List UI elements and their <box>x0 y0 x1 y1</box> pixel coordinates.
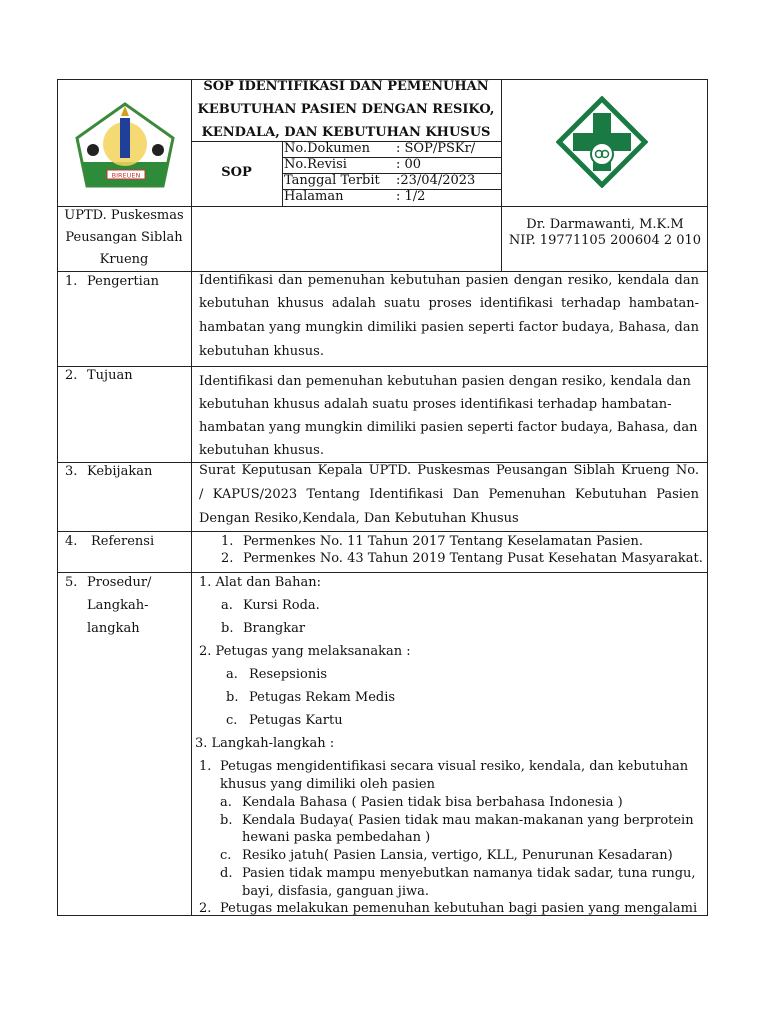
referensi-item-1-num: 1. <box>221 534 234 549</box>
prosedur-label-2: Langkah- <box>87 598 149 613</box>
step-1a-num: a. <box>220 795 232 810</box>
revision-value: : 00 <box>396 157 422 172</box>
kebijakan-line-3: Dengan Resiko,Kendala, Dan Kebutuhan Khusus <box>199 511 519 526</box>
pengertian-number: 1. <box>65 274 78 289</box>
org-line-1: UPTD. Puskesmas <box>64 208 184 223</box>
referensi-item-1: Permenkes No. 11 Tahun 2017 Tentang Keselamatan Pasien. <box>243 534 643 549</box>
referensi-item-2: Permenkes No. 43 Tahun 2019 Tentang Pusat Kesehatan Masyarakat. <box>243 551 703 566</box>
pengertian-line-4: kebutuhan khusus. <box>199 344 324 359</box>
alat-title: 1. Alat dan Bahan: <box>199 575 321 590</box>
title-line-2: KEBUTUHAN PASIEN DENGAN RESIKO, <box>197 102 495 117</box>
title-line-3: KENDALA, DAN KEBUTUHAN KHUSUS <box>201 125 491 140</box>
petugas-item-c: Petugas Kartu <box>249 713 343 728</box>
step-1d-num: d. <box>220 866 233 881</box>
pengertian-line-1: Identifikasi dan pemenuhan kebutuhan pasien dengan resiko, kendala dan <box>199 273 699 288</box>
petugas-item-c-num: c. <box>226 713 238 728</box>
tujuan-line-3: hambatan yang mungkin dimiliki pasien seperti factor budaya, Bahasa, dan <box>199 420 698 435</box>
revision-label: No.Revisi <box>284 157 347 172</box>
alat-item-b: Brangkar <box>243 621 306 636</box>
doc-number-value: : SOP/PSKr/ <box>396 141 476 156</box>
kebijakan-line-2: / KAPUS/2023 Tentang Identifikasi Dan Pemenuhan Kebutuhan Pasien <box>199 487 699 502</box>
referensi-number: 4. <box>65 534 78 549</box>
tujuan-line-2: kebutuhan khusus adalah suatu proses identifikasi terhadap hambatan- <box>199 397 672 412</box>
step-1d-line-1: Pasien tidak mampu menyebutkan namanya tidak sadar, tuna rungu, <box>242 866 696 881</box>
pengertian-line-2: kebutuhan khusus adalah suatu proses identifikasi terhadap hambatan- <box>199 296 699 311</box>
alat-item-b-num: b. <box>221 621 234 636</box>
page-value: : 1/2 <box>396 189 426 204</box>
org-line-2: Peusangan Siblah <box>65 230 183 245</box>
referensi-label: Referensi <box>91 534 155 549</box>
step-2-num: 2. <box>199 901 212 916</box>
signer-name: Dr. Darmawanti, M.K.M <box>526 217 684 232</box>
pengertian-line-3: hambatan yang mungkin dimiliki pasien seperti factor budaya, Bahasa, dan <box>199 320 699 335</box>
signer-nip: NIP. 19771105 200604 2 010 <box>508 233 702 248</box>
prosedur-label-3: langkah <box>87 621 140 636</box>
tujuan-label: Tujuan <box>87 368 133 383</box>
org-line-3: Krueng <box>99 252 149 267</box>
step-1c-line-1: Resiko jatuh( Pasien Lansia, vertigo, KLL, Penurunan Kesadaran) <box>242 848 673 863</box>
pengertian-label: Pengertian <box>87 274 159 289</box>
issue-date-label: Tanggal Terbit <box>284 173 380 188</box>
sop-label: SOP <box>221 165 252 180</box>
step-1b-line-1: Kendala Budaya( Pasien tidak mau makan-makanan yang berprotein <box>242 813 694 828</box>
step-1-num: 1. <box>199 759 212 774</box>
alat-item-a-num: a. <box>221 598 233 613</box>
step-1c-num: c. <box>220 848 232 863</box>
bireuen-logo <box>73 100 178 190</box>
logo-banner-text: BIREUEN <box>111 171 141 180</box>
step-1b-line-2: hewani paska pembedahan ) <box>242 830 431 845</box>
petugas-item-b-num: b. <box>226 690 239 705</box>
step-1-line-1: Petugas mengidentifikasi secara visual resiko, kendala, dan kebutuhan <box>220 759 689 774</box>
tujuan-line-4: kebutuhan khusus. <box>199 443 324 458</box>
petugas-item-a: Resepsionis <box>249 667 328 682</box>
prosedur-number: 5. <box>65 575 78 590</box>
tujuan-line-1: Identifikasi dan pemenuhan kebutuhan pasien dengan resiko, kendala dan <box>199 374 691 389</box>
alat-item-a: Kursi Roda. <box>243 598 320 613</box>
kebijakan-line-1: Surat Keputusan Kepala UPTD. Puskesmas Peusangan Siblah Krueng No. <box>199 463 699 478</box>
referensi-item-2-num: 2. <box>221 551 234 566</box>
tujuan-number: 2. <box>65 368 78 383</box>
title-line-1: SOP IDENTIFIKASI DAN PEMENUHAN <box>203 79 489 94</box>
petugas-item-a-num: a. <box>226 667 238 682</box>
petugas-title: 2. Petugas yang melaksanakan : <box>199 644 411 659</box>
doc-number-label: No.Dokumen <box>284 141 370 156</box>
prosedur-label-1: Prosedur/ <box>87 575 152 590</box>
step-1b-num: b. <box>220 813 233 828</box>
step-2-line-1: Petugas melakukan pemenuhan kebutuhan bagi pasien yang mengalami <box>220 901 698 916</box>
kebijakan-number: 3. <box>65 464 78 479</box>
kebijakan-label: Kebijakan <box>87 464 153 479</box>
issue-date-value: :23/04/2023 <box>396 173 476 188</box>
step-1a-line-1: Kendala Bahasa ( Pasien tidak bisa berbahasa Indonesia ) <box>242 795 623 810</box>
page-label: Halaman <box>284 189 344 204</box>
kemenkes-logo <box>556 96 648 188</box>
petugas-item-b: Petugas Rekam Medis <box>249 690 396 705</box>
step-1d-line-2: bayi, disfasia, ganguan jiwa. <box>242 884 429 899</box>
step-1-line-2: khusus yang dimiliki oleh pasien <box>220 777 435 792</box>
langkah-title: 3. Langkah-langkah : <box>195 736 335 751</box>
